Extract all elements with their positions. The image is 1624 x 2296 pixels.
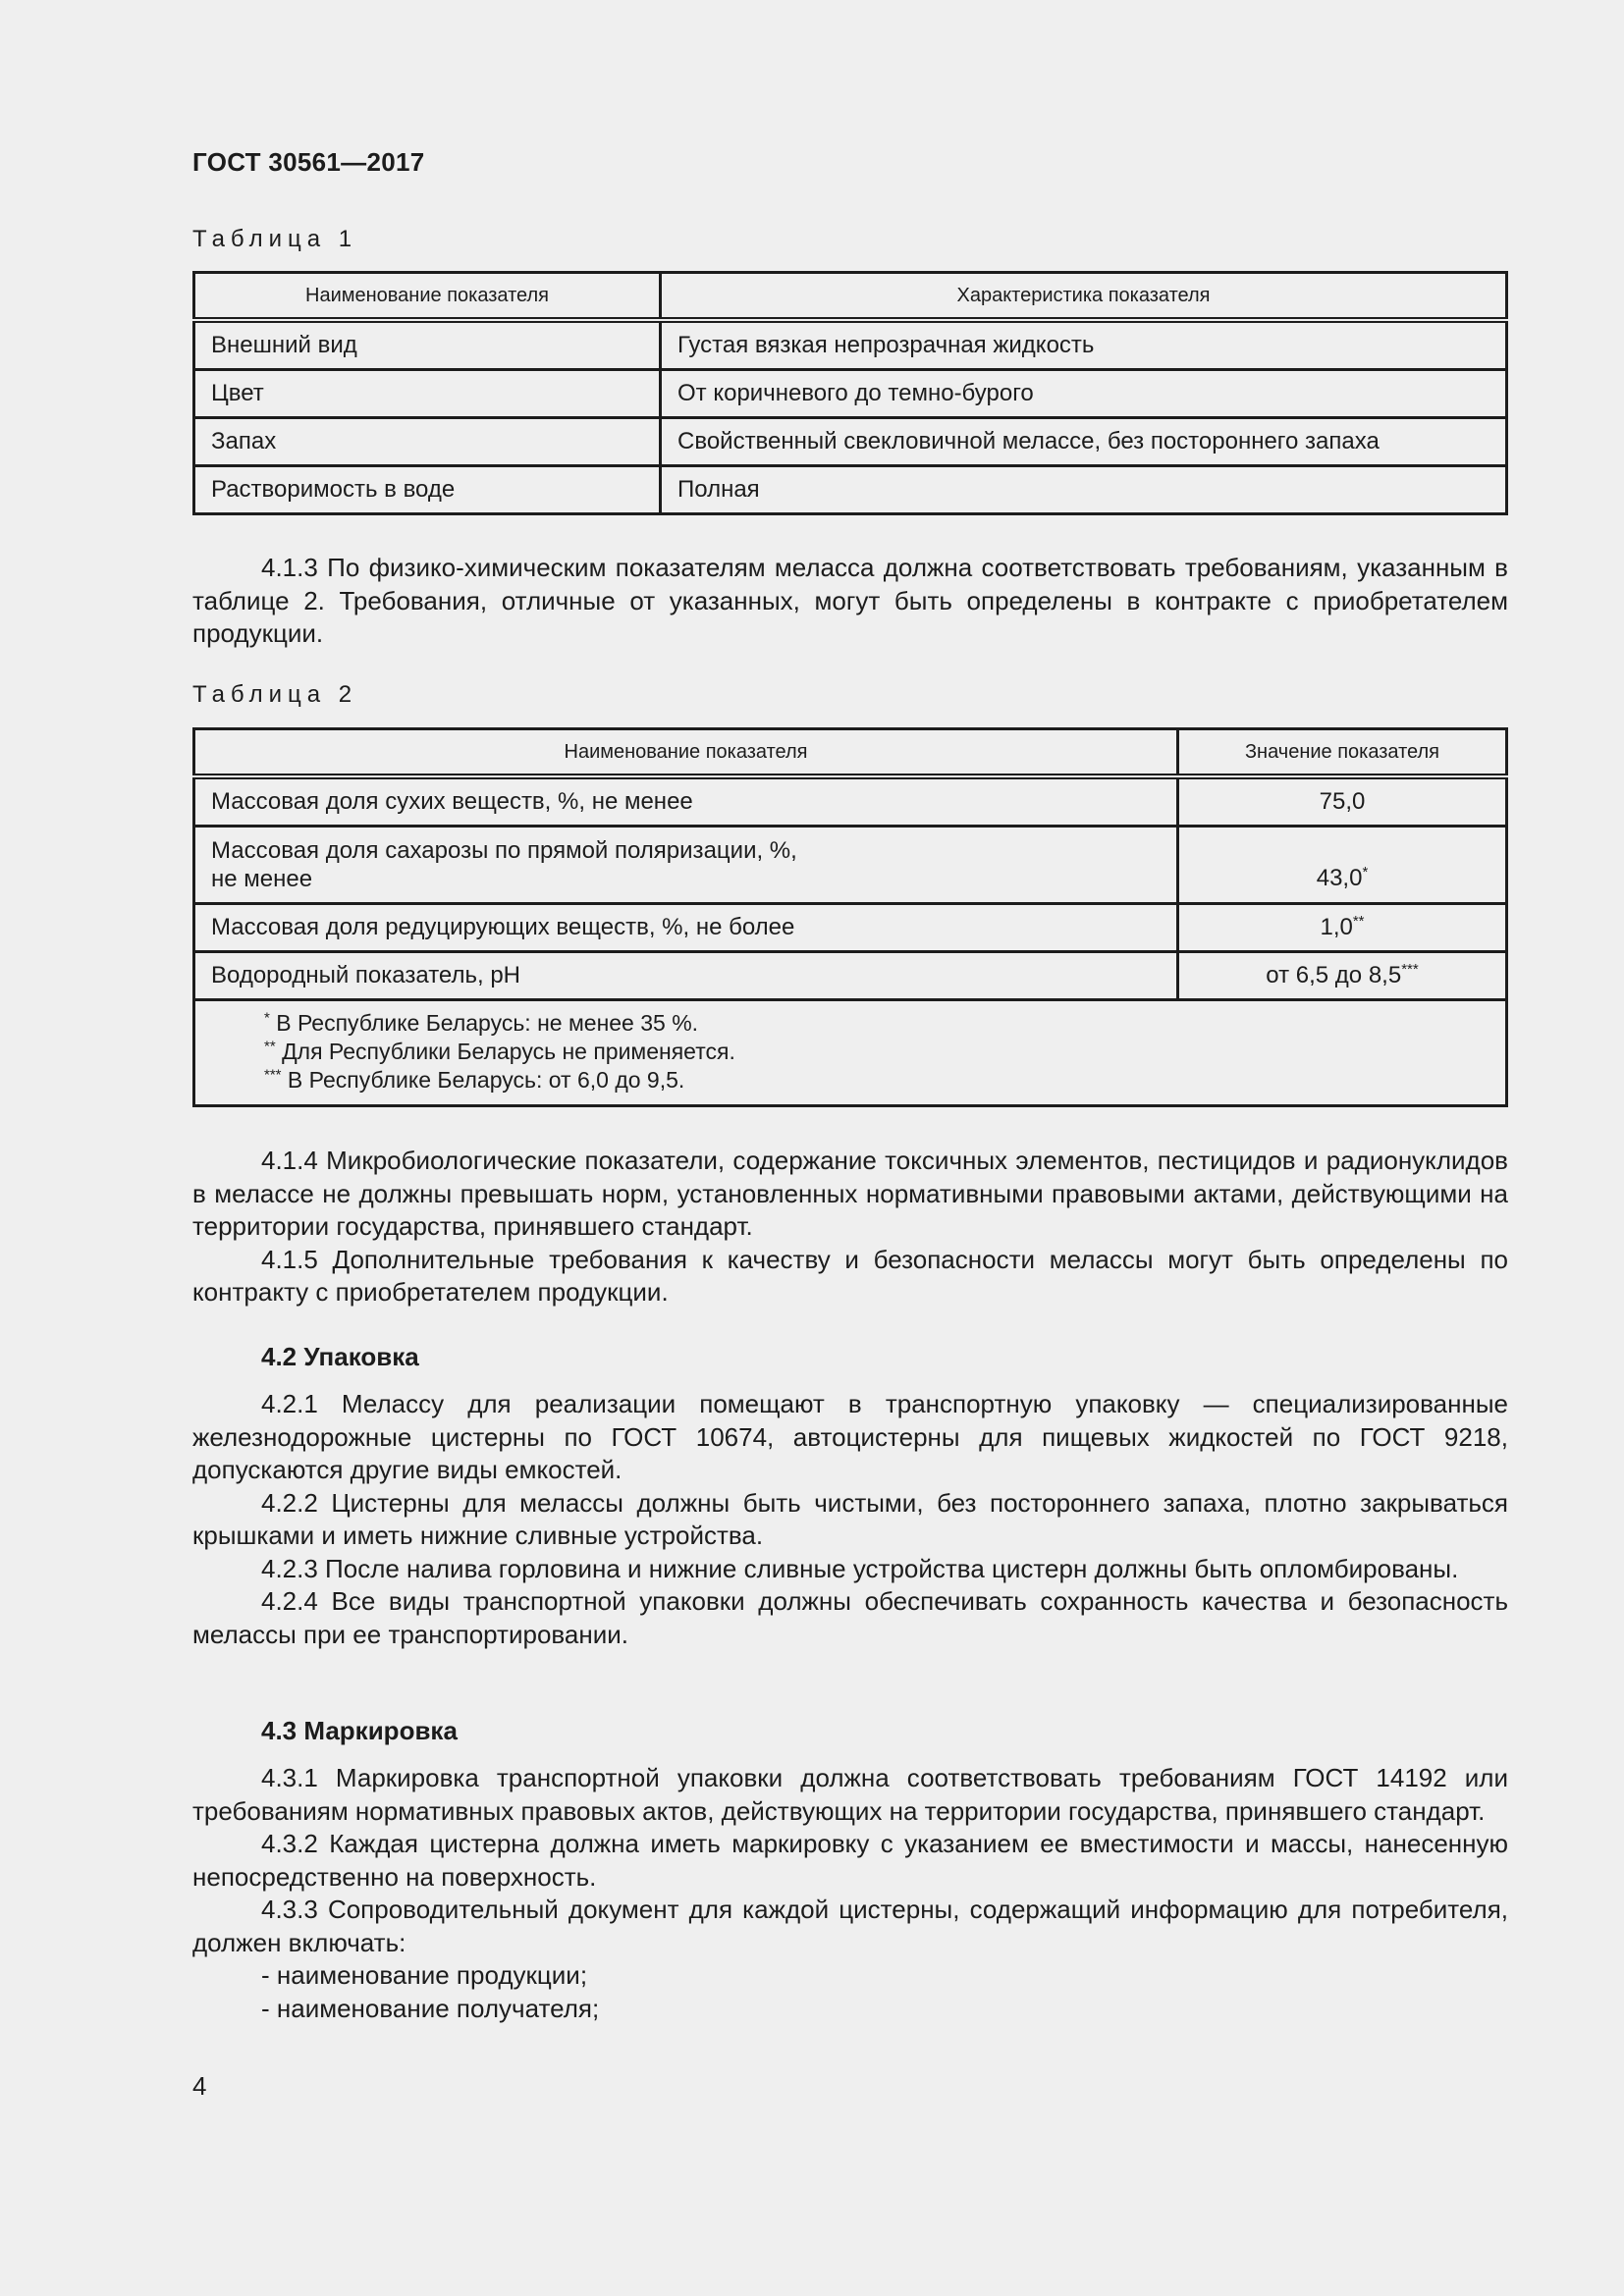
paragraph-4-3-3: 4.3.3 Сопроводительный документ для каждой цистерны, содержащий информацию для потребителя, должен включать:: [192, 1895, 1508, 1957]
table1-cell: От коричневого до темно-бурого: [661, 370, 1507, 418]
paragraph-4-3-1: 4.3.1 Маркировка транспортной упаковки должна соответствовать требованиям ГОСТ 14192 или требованиям нормативных правовых актов, действующих на территории государства, принявшего стандарт.: [192, 1763, 1508, 1826]
table1-header-characteristic: Характеристика показателя: [661, 273, 1507, 321]
footnote-text: Для Республики Беларусь не применяется.: [275, 1039, 735, 1064]
table2-name-cell: [194, 827, 1178, 904]
table1-cell: Свойственный свекловичной мелассе, без постороннего запаха: [661, 418, 1507, 466]
list-item: - наименование получателя;: [261, 1993, 600, 2023]
table2-name-line: Массовая доля сахарозы по прямой поляризации, %,: [211, 837, 797, 864]
footnote-mark: **: [264, 1038, 276, 1055]
section-4-3-body: [192, 1762, 1508, 2025]
table2: [192, 727, 1508, 1107]
paragraph-4-1-4: 4.1.4 Микробиологические показатели, содержание токсичных элементов, пестицидов и радионуклидов в мелассе не должны превышать норм, установленных нормативными правовыми актами, действующими на территории государства, принявшего стандарт.: [192, 1146, 1508, 1241]
table2-name-line: не менее: [211, 866, 313, 892]
paragraph-4-3-2: 4.3.2 Каждая цистерна должна иметь маркировку с указанием ее вместимости и массы, нанесенную непосредственно на поверхность.: [192, 1829, 1508, 1892]
footnote-text: В Республике Беларусь: не менее 35 %.: [269, 1010, 699, 1036]
paragraph-4-2-3: 4.2.3 После налива горловина и нижние сливные устройства цистерн должны быть опломбированы.: [261, 1553, 1459, 1583]
table2-value: 43,0: [1316, 865, 1363, 891]
table2-caption: Таблица 2: [192, 681, 358, 708]
table1-cell: Цвет: [194, 370, 661, 418]
table2-footnotes: [194, 1000, 1507, 1106]
section-4-3-title: 4.3 Маркировка: [261, 1716, 458, 1745]
table2-value-cell: [1178, 904, 1507, 952]
footnote-mark: ***: [1401, 961, 1419, 978]
table2-footnotes-row: [194, 1000, 1507, 1106]
table-row: [194, 418, 1507, 466]
paragraph-4-1-5: 4.1.5 Дополнительные требования к качеству и безопасности мелассы могут быть определены по контракту с приобретателем продукции.: [192, 1244, 1508, 1307]
list-item: - наименование продукции;: [261, 1960, 588, 1990]
section-4-2-title: 4.2 Упаковка: [261, 1342, 419, 1371]
paragraph-4-2-2: 4.2.2 Цистерны для мелассы должны быть чистыми, без постороннего запаха, плотно закрываться крышками и иметь нижние сливные устройства.: [192, 1487, 1508, 1550]
footnote-text: В Республике Беларусь: от 6,0 до 9,5.: [281, 1067, 685, 1093]
table2-value-cell: [1178, 776, 1507, 827]
paragraph-4-1-3: 4.1.3 По физико-химическим показателям меласса должна соответствовать требованиям, указанным в таблице 2. Требования, отличные от указанных, могут быть определены в контракте с приобретателем продукции.: [192, 553, 1508, 648]
table-row: [194, 466, 1507, 514]
footnote-mark: **: [1352, 913, 1365, 930]
table2-name-cell: Водородный показатель, pH: [194, 952, 1178, 1000]
footnote: [264, 1009, 1505, 1038]
footnote-mark: *: [1362, 864, 1369, 881]
page-number: 4: [192, 2071, 207, 2101]
document-code: ГОСТ 30561—2017: [192, 147, 425, 177]
paragraph-4-2-4: 4.2.4 Все виды транспортной упаковки должны обеспечивать сохранность качества и безопасность мелассы при ее транспортировании.: [192, 1586, 1508, 1649]
table1-cell: Полная: [661, 466, 1507, 514]
table-row: [194, 320, 1507, 370]
footnote-mark: ***: [264, 1066, 282, 1084]
table2-value: 1,0: [1320, 914, 1353, 940]
table2-name-cell: Массовая доля редуцирующих веществ, %, не более: [194, 904, 1178, 952]
table1-cell: Растворимость в воде: [194, 466, 661, 514]
table1-cell: Внешний вид: [194, 320, 661, 370]
table2-name-cell: Массовая доля сухих веществ, %, не менее: [194, 776, 1178, 827]
table1-cell: Густая вязкая непрозрачная жидкость: [661, 320, 1507, 370]
table1-caption: Таблица 1: [192, 226, 358, 252]
table2-value: от 6,5 до 8,5: [1266, 962, 1402, 988]
table1: [192, 271, 1508, 515]
section-4-2-body: [192, 1388, 1508, 1651]
paragraphs-4-1-4-to-4-1-5: [192, 1145, 1508, 1309]
footnote: [264, 1066, 1505, 1095]
table1-cell: Запах: [194, 418, 661, 466]
table2-value-cell: [1178, 952, 1507, 1000]
table2-value: 75,0: [1319, 788, 1366, 815]
footnote-mark: *: [264, 1009, 270, 1027]
table-row: [194, 370, 1507, 418]
table-row: [194, 904, 1507, 952]
table1-header-name: Наименование показателя: [194, 273, 661, 321]
table-row: [194, 827, 1507, 904]
table2-header-name: Наименование показателя: [194, 729, 1178, 777]
paragraph-4-2-1: 4.2.1 Мелассу для реализации помещают в транспортную упаковку — специализированные железнодорожные цистерны по ГОСТ 10674, автоцистерны для пищевых жидкостей по ГОСТ 9218, допускаются другие виды емкостей.: [192, 1389, 1508, 1484]
table2-header-value: Значение показателя: [1178, 729, 1507, 777]
paragraph-4-1-3-block: [192, 552, 1508, 651]
footnote: [264, 1038, 1505, 1066]
table-row: [194, 952, 1507, 1000]
table-row: [194, 776, 1507, 827]
table2-value-cell: [1178, 827, 1507, 904]
